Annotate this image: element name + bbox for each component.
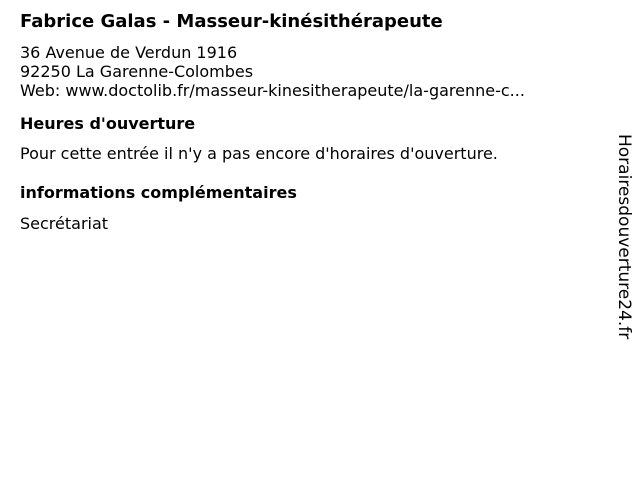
additional-info-text: Secrétariat	[20, 214, 109, 233]
opening-hours-text: Pour cette entrée il n'y a pas encore d'horaires d'ouverture.	[20, 144, 498, 163]
opening-hours-heading: Heures d'ouverture	[20, 114, 196, 133]
website-link[interactable]: Web: www.doctolib.fr/masseur-kinesitherapeute/la-garenne-c...	[20, 81, 525, 100]
address-block	[20, 43, 600, 100]
site-watermark: Horairesdouverture24.fr	[614, 134, 634, 340]
address-street: 36 Avenue de Verdun 1916	[20, 43, 238, 62]
address-city: 92250 La Garenne-Colombes	[20, 62, 254, 81]
additional-info-heading: informations complémentaires	[20, 183, 297, 202]
page-title: Fabrice Galas - Masseur-kinésithérapeute	[20, 11, 443, 32]
listing-card	[20, 9, 600, 234]
